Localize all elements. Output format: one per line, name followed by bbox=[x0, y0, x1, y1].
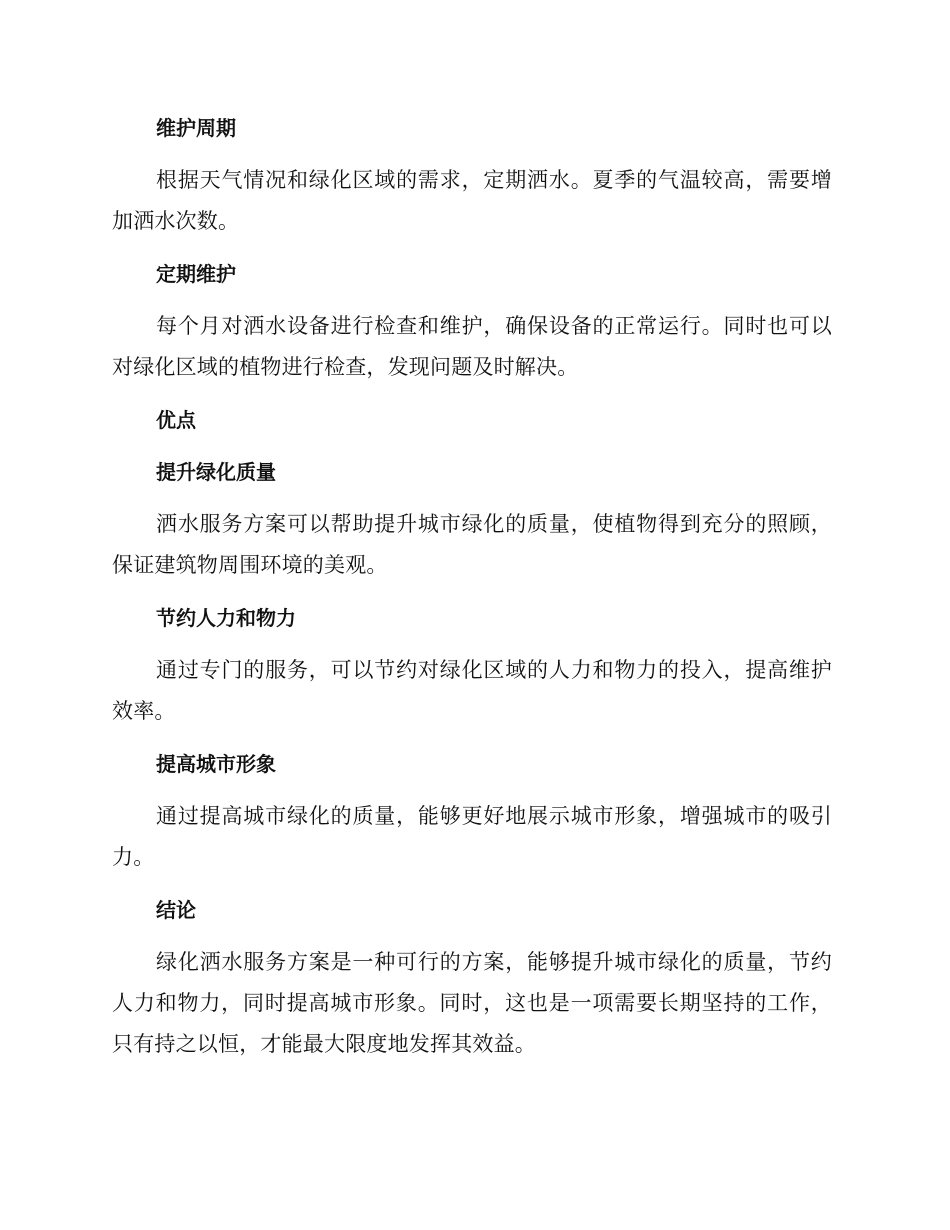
paragraph-conclusion: 绿化洒水服务方案是一种可行的方案，能够提升城市绿化的质量，节约人力和物力，同时提高城市形象。同时，这也是一项需要长期坚持的工作，只有持之以恒，才能最大限度地发挥其效益。 bbox=[112, 950, 832, 1056]
paragraph-save-manpower: 通过专门的服务，可以节约对绿化区域的人力和物力的投入，提高维护效率。 bbox=[112, 658, 832, 723]
paragraph-city-image: 通过提高城市绿化的质量，能够更好地展示城市形象，增强城市的吸引力。 bbox=[112, 804, 832, 869]
section-heading-save-manpower: 节约人力和物力 bbox=[156, 606, 296, 630]
document-page bbox=[112, 108, 832, 1077]
section-heading-regular-maintenance: 定期维护 bbox=[156, 262, 236, 286]
paragraph-improve-greening-quality: 洒水服务方案可以帮助提升城市绿化的质量，使植物得到充分的照顾，保证建筑物周围环境的美观。 bbox=[112, 512, 832, 577]
section-heading-conclusion: 结论 bbox=[156, 898, 196, 922]
section-heading-advantages: 优点 bbox=[156, 408, 196, 432]
section-heading-improve-greening-quality: 提升绿化质量 bbox=[156, 460, 276, 484]
section-heading-city-image: 提高城市形象 bbox=[156, 752, 276, 776]
paragraph-maintenance-cycle: 根据天气情况和绿化区域的需求，定期洒水。夏季的气温较高，需要增加洒水次数。 bbox=[112, 168, 832, 233]
paragraph-regular-maintenance: 每个月对洒水设备进行检查和维护，确保设备的正常运行。同时也可以对绿化区域的植物进行检查，发现问题及时解决。 bbox=[112, 314, 832, 379]
section-heading-maintenance-cycle: 维护周期 bbox=[156, 116, 236, 140]
